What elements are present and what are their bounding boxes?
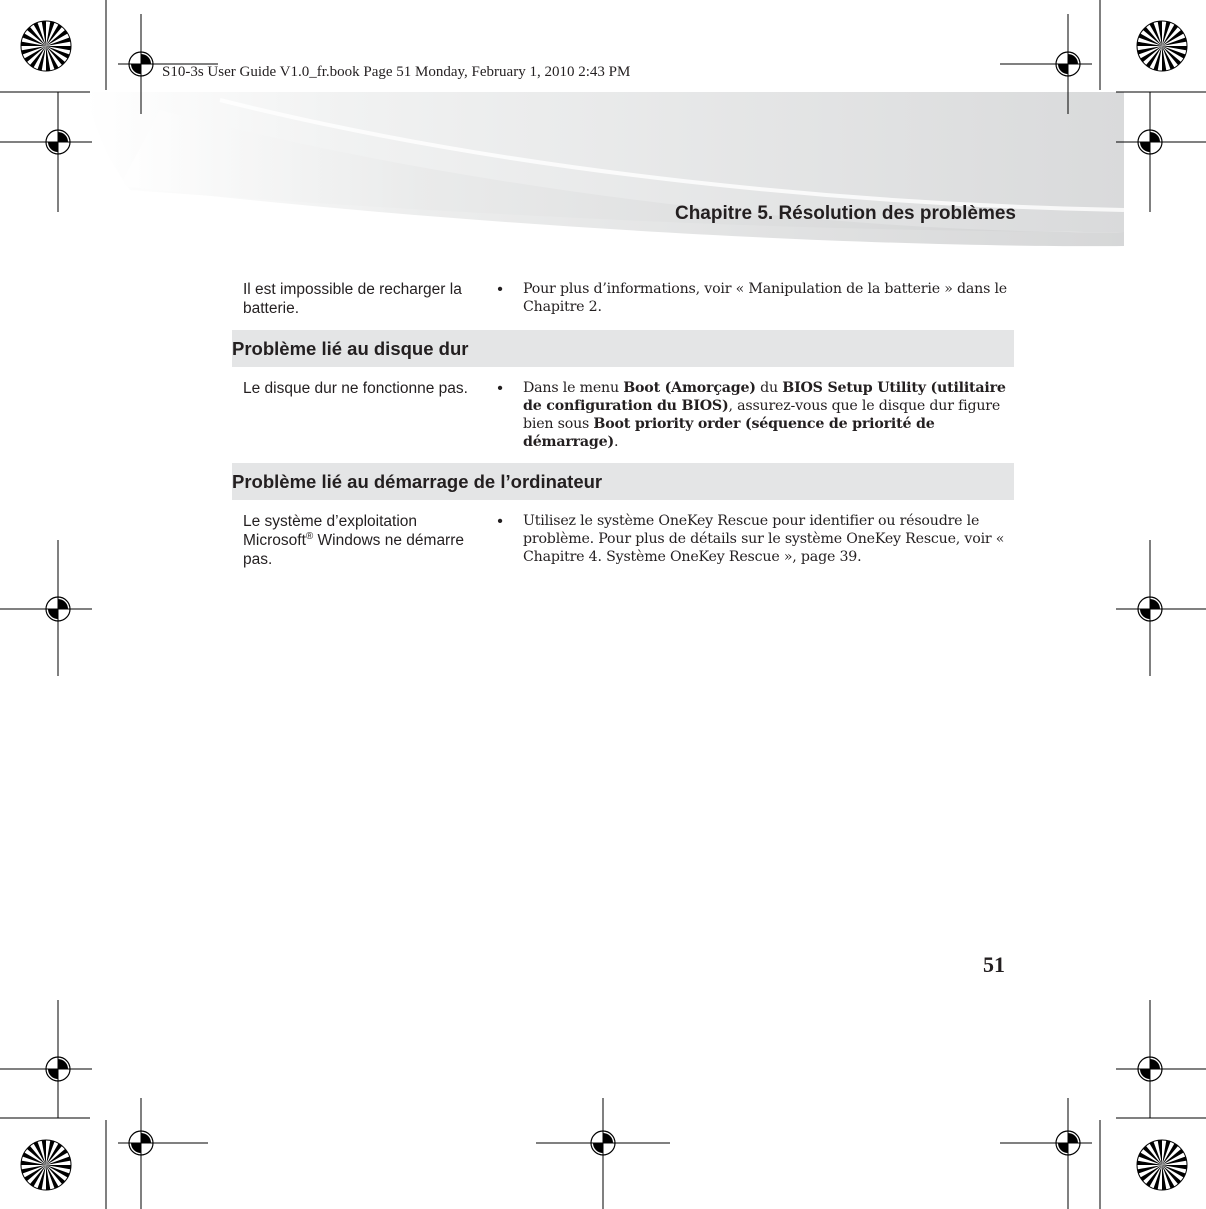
solution-text: Dans le menu Boot (Amorçage) du BIOS Setup Utility (utilitaire de configuration du BIOS), assurez-vous que le disque dur figure bien sous Boot priority order (séquence de priorité de démarrage). <box>523 380 1006 450</box>
problem-text: Le système d’exploitation Microsoft® Windows ne démarre pas. <box>243 513 465 568</box>
print-header-line: S10-3s User Guide V1.0_fr.book Page 51 Monday, February 1, 2010 2:43 PM <box>162 64 631 80</box>
section-heading-startup: Problème lié au démarrage de l’ordinateur <box>232 463 1014 500</box>
starburst-registration-disks <box>21 21 1187 1190</box>
table-row-startup <box>232 512 1014 569</box>
solution-text: Utilisez le système OneKey Rescue pour identifier ou résoudre le problème. Pour plus de détails sur le système OneKey Rescue, voir « Chapitre 4. Système OneKey Rescue », page 39. <box>523 513 1005 565</box>
section-heading-hard-disk: Problème lié au disque dur <box>232 330 1014 367</box>
chapter-title: Chapitre 5. Résolution des problèmes <box>674 203 1016 224</box>
page-number: 51 <box>983 952 1005 977</box>
solution-text: Pour plus d’informations, voir « Manipulation de la batterie » dans le Chapitre 2. <box>523 281 1007 315</box>
problem-text: Le disque dur ne fonctionne pas. <box>243 380 468 397</box>
table-row-battery <box>232 280 1014 318</box>
table-row-hard-disk <box>232 379 1014 451</box>
problem-text: Il est impossible de recharger la batterie. <box>243 281 462 317</box>
bullet-icon: • <box>497 513 503 530</box>
bullet-icon: • <box>497 380 503 397</box>
troubleshooting-table <box>232 280 1014 569</box>
bullet-icon: • <box>497 281 503 298</box>
